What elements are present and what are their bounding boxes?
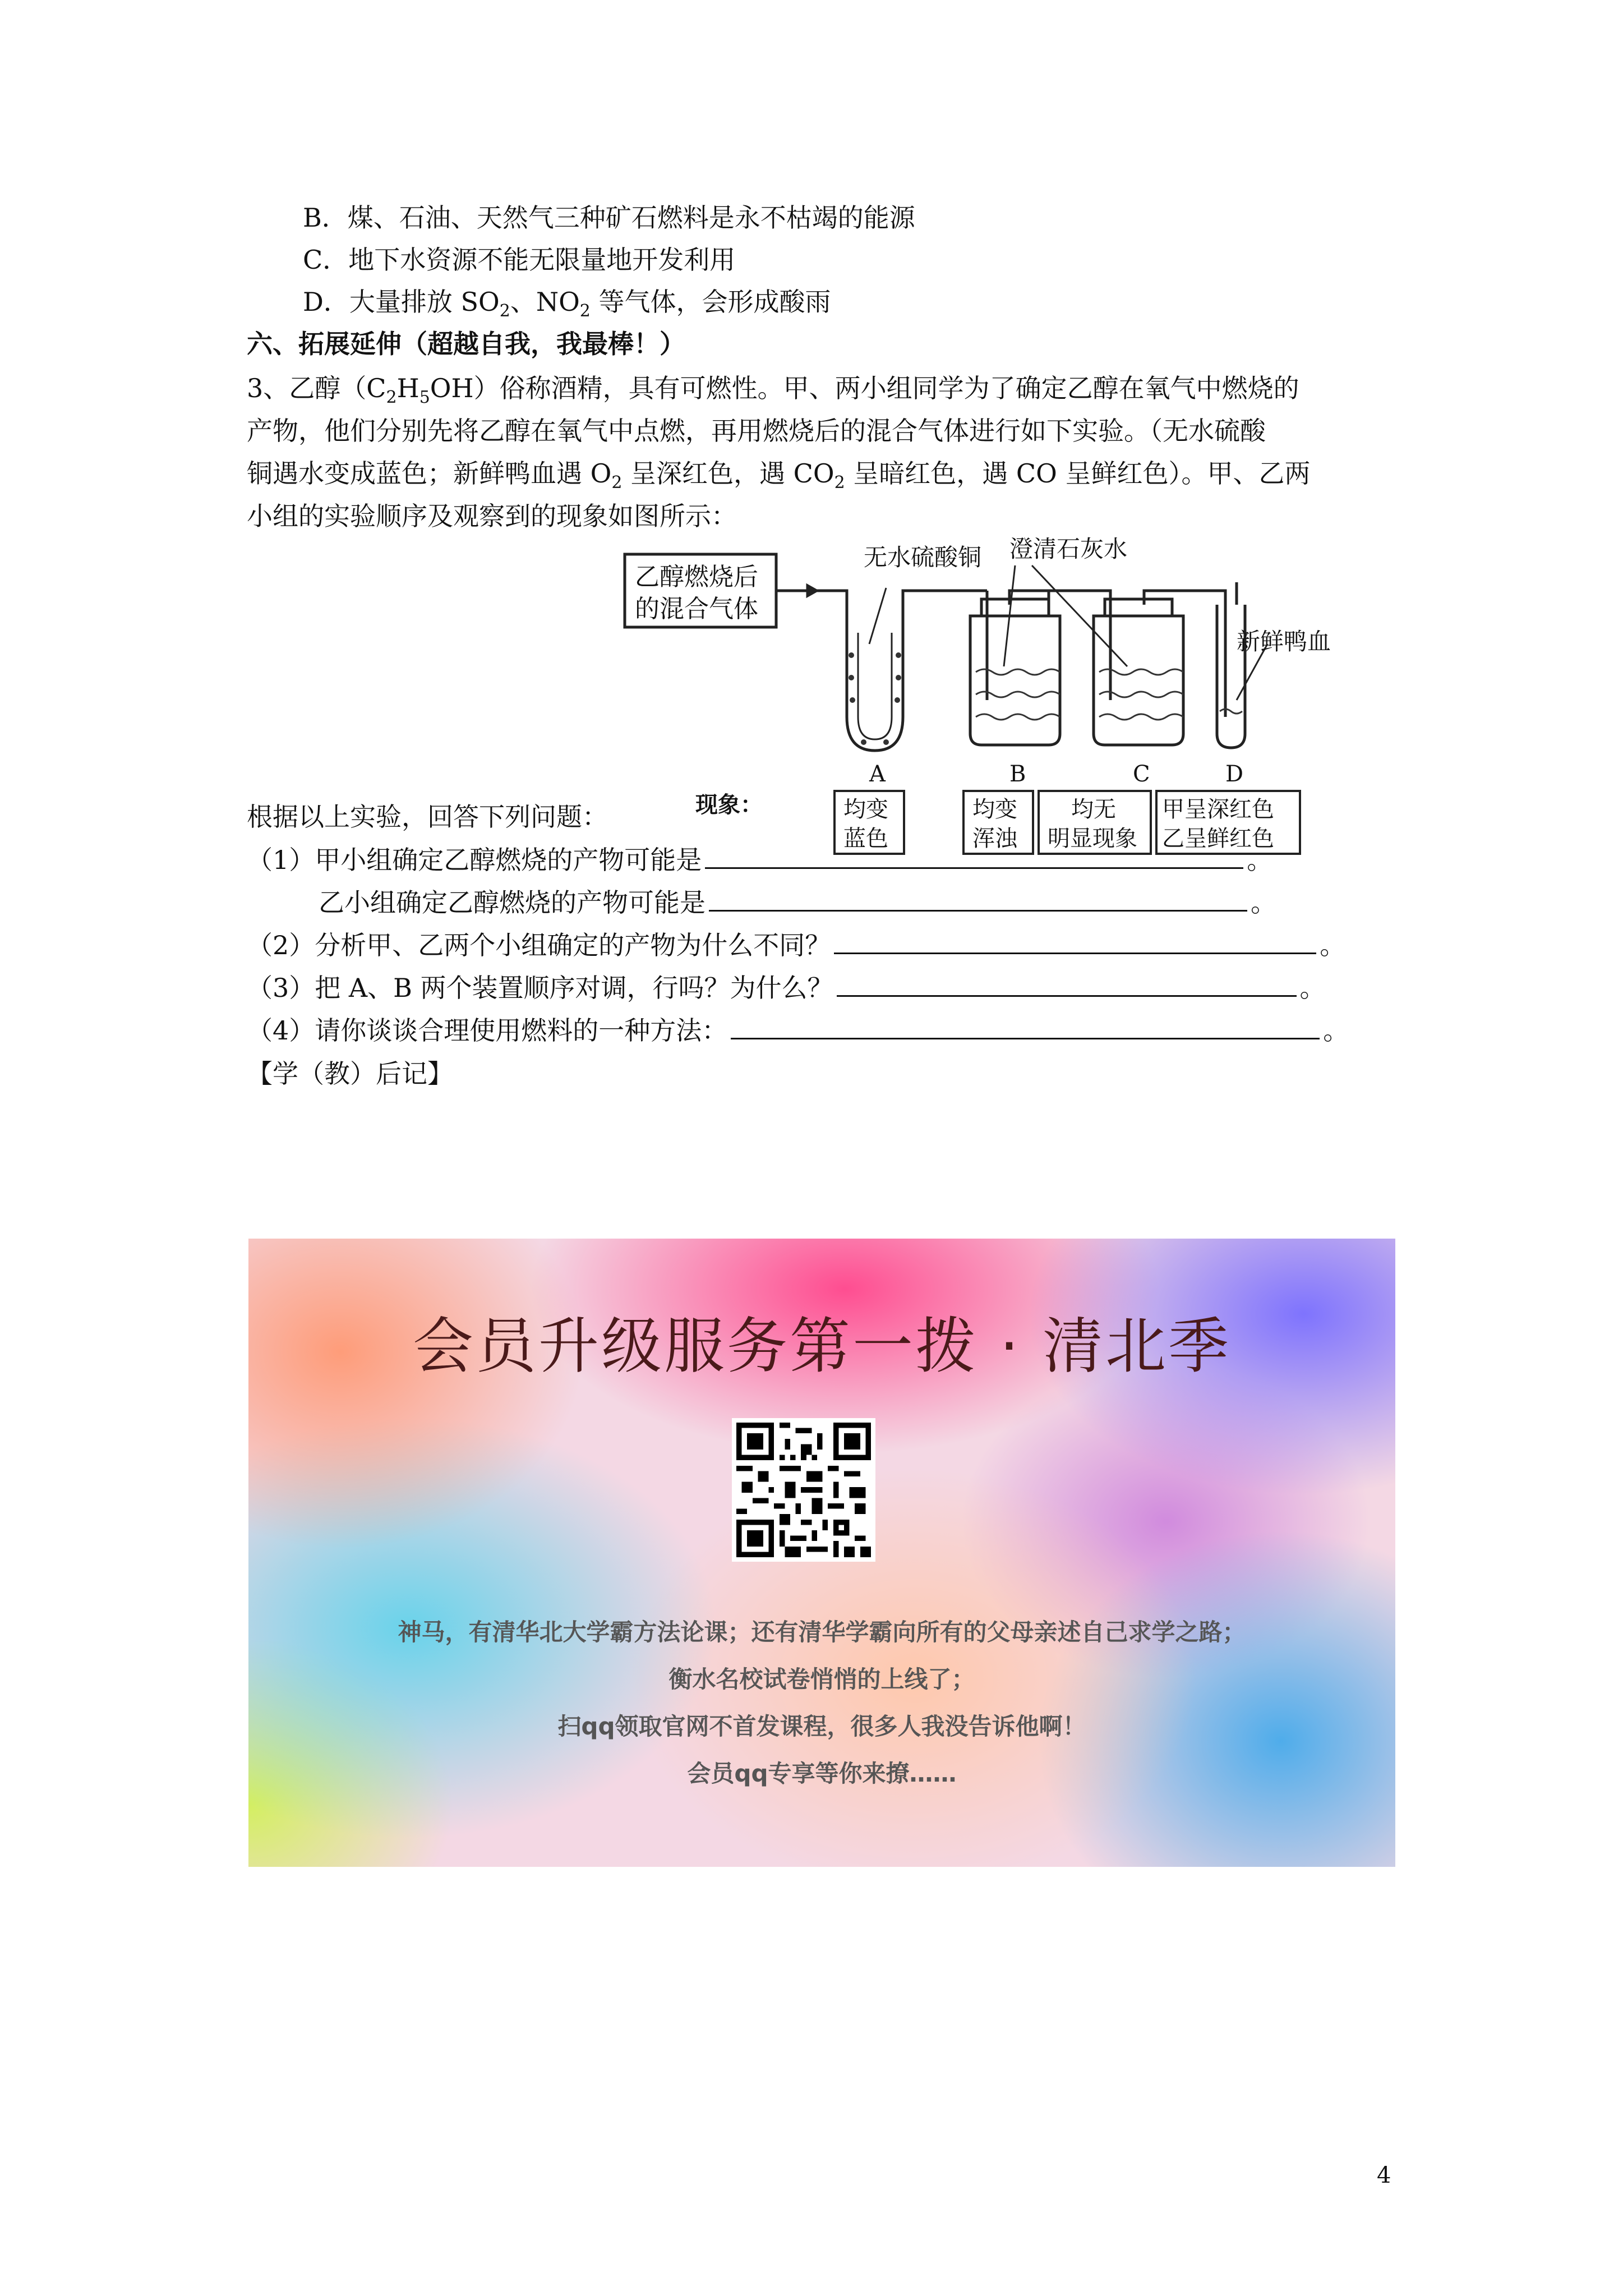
option-c: C．地下水资源不能无限量地开发利用 — [303, 245, 736, 275]
label-cuso4: 无水硫酸铜 — [864, 544, 982, 571]
qr-code[interactable] — [732, 1418, 875, 1562]
question-line-1: 3、乙醇$(C_2H_5OH)$俗称酒精，具有可燃性。甲、两小组同学为了确定乙醇在氧气中燃烧的 — [247, 373, 1299, 408]
question-line-2: 产物，他们分别先将乙醇在氧气中点燃，再用燃烧后的混合气体进行如下实验。（无水硫酸 — [247, 416, 1266, 446]
qr-code-icon — [736, 1423, 871, 1557]
promo-banner[interactable] — [248, 1239, 1395, 1867]
question-1a: （1）甲小组确定乙醇燃烧的产物可能是 。 — [247, 843, 1272, 877]
obs-a-line-1: 均变 — [843, 797, 888, 822]
answer-blank-1b[interactable] — [709, 885, 1247, 912]
phenomena-label: 现象： — [695, 792, 763, 818]
obs-a-line-2: 蓝色 — [843, 826, 888, 852]
gas-box-line-2: 的混合气体 — [635, 595, 758, 623]
obs-c-line-1: 均无 — [1071, 797, 1116, 822]
obs-c-line-2: 明显现象 — [1048, 826, 1137, 852]
banner-line-4: 会员qq专享等你来撩…… — [687, 1760, 957, 1787]
u-tube-a — [817, 591, 937, 751]
label-duck-blood: 新鲜鸭血 — [1237, 628, 1331, 655]
banner-line-2: 衡水名校试卷悄悄的上线了； — [668, 1665, 975, 1693]
obs-d-line-2: 乙呈鲜红色 — [1162, 826, 1274, 852]
apparatus-diagram — [623, 532, 1331, 852]
letter-b: B — [1009, 761, 1026, 787]
test-tube-d — [1217, 605, 1245, 748]
question-1b: 乙小组确定乙醇燃烧的产物可能是 。 — [319, 885, 1276, 919]
banner-line-1: 神马，有清华北大学霸方法论课；还有清华学霸向所有的父母亲述自己求学之路； — [398, 1618, 1246, 1646]
section-heading: 六、拓展延伸（超越自我，我最棒！） — [247, 329, 685, 359]
letter-c: C — [1133, 761, 1150, 787]
afterword: 【学（教）后记】 — [247, 1059, 453, 1089]
answer-blank-2[interactable] — [834, 928, 1316, 954]
question-2: （2）分析甲、乙两个小组确定的产物为什么不同？ 。 — [247, 928, 1345, 962]
option-b: B．煤、石油、天然气三种矿石燃料是永不枯竭的能源 — [303, 203, 915, 233]
answer-blank-1a[interactable] — [705, 843, 1243, 869]
bottle-c — [1094, 616, 1183, 745]
letter-a: A — [869, 761, 886, 787]
question-3: （3）把 A、B 两个装置顺序对调，行吗？为什么？ 。 — [247, 970, 1326, 1005]
gas-box-line-1: 乙醇燃烧后 — [635, 563, 758, 591]
answer-blank-4[interactable] — [731, 1013, 1320, 1039]
obs-b-line-1: 均变 — [972, 797, 1017, 822]
banner-title: 会员升级服务第一拨 · 清北季 — [413, 1312, 1231, 1382]
option-d: D．大量排放 $SO_2$、$NO_2$ 等气体，会形成酸雨 — [303, 287, 831, 321]
letter-d: D — [1225, 761, 1244, 787]
obs-d-line-1: 甲呈深红色 — [1162, 797, 1274, 822]
question-line-4: 小组的实验顺序及观察到的现象如图所示： — [247, 501, 737, 531]
banner-line-3: 扫qq领取官网不首发课程，很多人我没告诉他啊！ — [557, 1713, 1086, 1740]
questions-intro: 根据以上实验，回答下列问题： — [247, 802, 608, 832]
page-number: 4 — [1377, 2162, 1391, 2188]
answer-blank-3[interactable] — [837, 970, 1297, 997]
question-line-3: 铜遇水变成蓝色；新鲜鸭血遇 $O_2$ 呈深红色，遇 $CO_2$ 呈暗红色，遇 CO 呈鲜红色）。甲、乙两 — [247, 458, 1311, 493]
question-4: （4）请你谈谈合理使用燃料的一种方法： 。 — [247, 1013, 1349, 1047]
label-limewater: 澄清石灰水 — [1009, 535, 1128, 563]
bottle-b — [970, 616, 1060, 745]
obs-b-line-2: 浑浊 — [972, 826, 1017, 852]
